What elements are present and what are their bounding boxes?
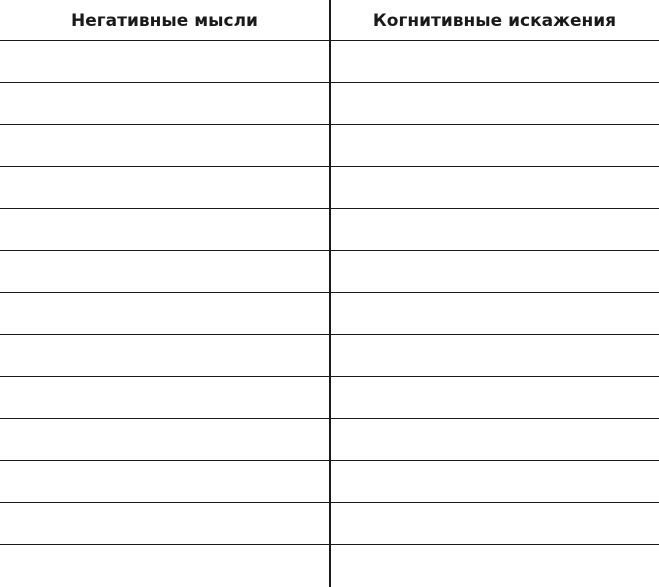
negative-thought-cell[interactable] — [0, 125, 329, 165]
cognitive-distortion-cell[interactable] — [331, 293, 659, 333]
table-row — [0, 377, 659, 419]
table-row — [0, 41, 659, 83]
cognitive-distortion-cell[interactable] — [331, 419, 659, 459]
cognitive-distortion-cell[interactable] — [331, 167, 659, 207]
negative-thought-cell[interactable] — [0, 377, 329, 417]
cognitive-distortion-cell[interactable] — [331, 503, 659, 543]
table-row — [0, 335, 659, 377]
cognitive-distortion-cell[interactable] — [331, 41, 659, 81]
table-row — [0, 83, 659, 125]
table-row — [0, 209, 659, 251]
negative-thought-cell[interactable] — [0, 461, 329, 501]
cognitive-distortion-cell[interactable] — [331, 83, 659, 123]
negative-thought-cell[interactable] — [0, 83, 329, 123]
negative-thought-cell[interactable] — [0, 251, 329, 291]
negative-thought-cell[interactable] — [0, 503, 329, 543]
table-row — [0, 503, 659, 545]
negative-thought-cell[interactable] — [0, 335, 329, 375]
table-row — [0, 461, 659, 503]
table-row — [0, 167, 659, 209]
cognitive-distortion-cell[interactable] — [331, 335, 659, 375]
negative-thought-cell[interactable] — [0, 545, 329, 585]
cognitive-distortion-cell[interactable] — [331, 125, 659, 165]
table-row — [0, 545, 659, 587]
cognitive-distortion-cell[interactable] — [331, 545, 659, 585]
cognitive-distortion-cell[interactable] — [331, 209, 659, 249]
table-row — [0, 293, 659, 335]
header-cognitive-distortions: Когнитивные искажения — [372, 11, 617, 31]
negative-thought-cell[interactable] — [0, 419, 329, 459]
negative-thought-cell[interactable] — [0, 209, 329, 249]
table-row — [0, 125, 659, 167]
cognitive-distortion-cell[interactable] — [331, 461, 659, 501]
header-negative-thoughts: Негативные мысли — [71, 11, 258, 31]
cognitive-distortion-cell[interactable] — [331, 251, 659, 291]
negative-thought-cell[interactable] — [0, 41, 329, 81]
negative-thought-cell[interactable] — [0, 293, 329, 333]
table-row — [0, 251, 659, 293]
table-row — [0, 419, 659, 461]
negative-thought-cell[interactable] — [0, 167, 329, 207]
cognitive-distortion-cell[interactable] — [331, 377, 659, 417]
